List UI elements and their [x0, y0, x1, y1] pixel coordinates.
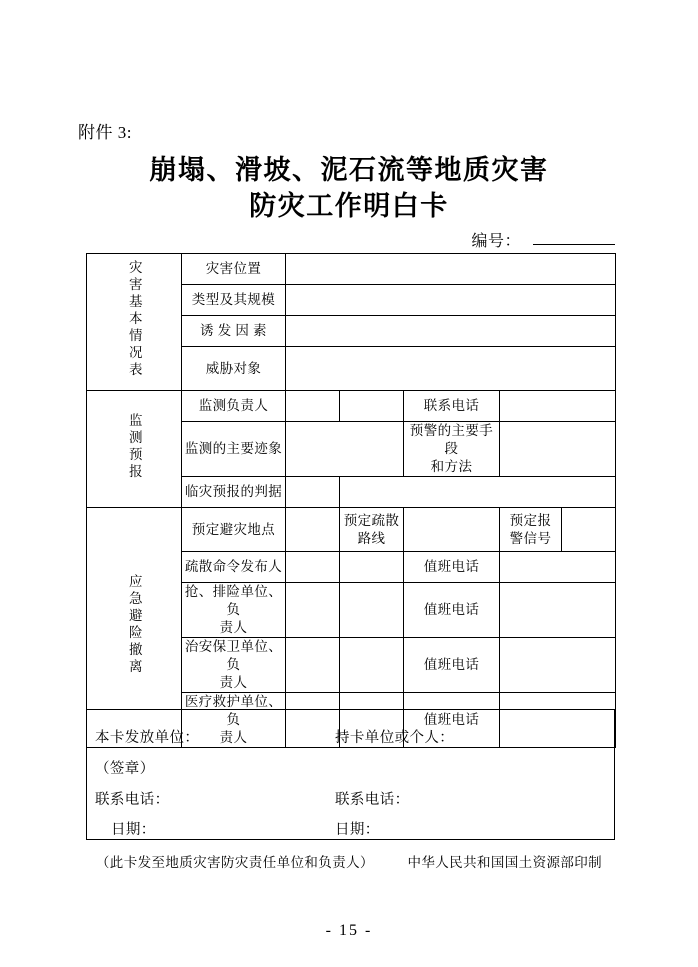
field-label-medical-unit: 医疗救护单位、负 责人 [182, 693, 286, 748]
title-line-1: 崩塌、滑坡、泥石流等地质灾害 [149, 155, 549, 185]
holder-contact-phone-label: 联系电话： [335, 792, 410, 808]
field-value-type-scale[interactable] [286, 285, 616, 316]
field-label-security-unit: 治安保卫单位、负 责人 [182, 638, 286, 693]
seal-label: （签章） [95, 761, 155, 777]
field-label-type-scale: 类型及其规模 [182, 285, 286, 316]
footer-note-publisher: 中华人民共和国国土资源部印制 [407, 855, 603, 870]
field-value-security-unit[interactable] [286, 638, 340, 693]
field-value-alarm-signal[interactable] [562, 508, 616, 552]
field-value-evacuation-route[interactable] [404, 508, 500, 552]
field-value-rescue-unit[interactable] [286, 583, 340, 638]
field-label-evacuation-order-issuer: 疏散命令发布人 [182, 552, 286, 583]
serial-number-row [0, 228, 615, 251]
field-label-duty-phone-2: 值班电话 [404, 583, 500, 638]
group-label-monitoring-forecast: 监测预报 [87, 391, 182, 508]
field-value-evacuation-order-issuer-extra[interactable] [340, 552, 404, 583]
field-value-main-signs[interactable] [286, 422, 404, 477]
field-value-disaster-location[interactable] [286, 254, 616, 285]
field-label-rescue-unit: 抢、排险单位、负 责人 [182, 583, 286, 638]
field-value-warning-methods[interactable] [500, 422, 616, 477]
footer-note [0, 851, 698, 871]
table-row [87, 254, 616, 285]
field-value-monitoring-officer-extra[interactable] [340, 391, 404, 422]
table-row [87, 508, 616, 552]
field-value-trigger-factor[interactable] [286, 316, 616, 347]
issuer-unit-label: 本卡发放单位： [95, 730, 200, 746]
field-value-shelter-location[interactable] [286, 508, 340, 552]
field-value-security-unit-extra[interactable] [340, 638, 404, 693]
field-value-contact-phone[interactable] [500, 391, 616, 422]
issuer-contact-phone-label: 联系电话： [95, 792, 170, 808]
issuer-date-label: 日期： [111, 822, 156, 838]
field-label-duty-phone-3: 值班电话 [404, 638, 500, 693]
table-row [87, 391, 616, 422]
field-label-forecast-criteria: 临灾预报的判据 [182, 477, 286, 508]
attachment-label: 附件 3: [78, 123, 132, 142]
field-label-duty-phone-4: 值班电话 [404, 693, 500, 748]
field-value-forecast-criteria-a[interactable] [286, 477, 340, 508]
field-label-alarm-signal: 预定报 警信号 [500, 508, 562, 552]
group-label-emergency-evacuation: 应急避险撤离 [87, 508, 182, 748]
holder-unit-label: 持卡单位或个人： [335, 730, 455, 746]
title-line-2: 防灾工作明白卡 [249, 191, 449, 221]
signature-block [86, 709, 615, 840]
field-value-duty-phone-1[interactable] [500, 552, 616, 583]
field-value-evacuation-order-issuer[interactable] [286, 552, 340, 583]
field-label-contact-phone: 联系电话 [404, 391, 500, 422]
field-label-shelter-location: 预定避灾地点 [182, 508, 286, 552]
field-value-duty-phone-3[interactable] [500, 638, 616, 693]
field-value-rescue-unit-extra[interactable] [340, 583, 404, 638]
page-title [0, 152, 698, 224]
field-label-monitoring-officer: 监测负责人 [182, 391, 286, 422]
field-label-threatened-objects: 威胁对象 [182, 347, 286, 391]
field-label-disaster-location: 灾害位置 [182, 254, 286, 285]
serial-number-blank[interactable] [533, 230, 615, 245]
disaster-prevention-form-table [86, 253, 616, 748]
field-label-evacuation-route: 预定疏散 路线 [340, 508, 404, 552]
field-value-forecast-criteria-b[interactable] [340, 477, 616, 508]
field-label-duty-phone-1: 值班电话 [404, 552, 500, 583]
holder-date-label: 日期： [335, 822, 380, 838]
field-value-threatened-objects[interactable] [286, 347, 616, 391]
page-number: - 15 - [325, 922, 373, 939]
field-label-warning-methods: 预警的主要手段 和方法 [404, 422, 500, 477]
field-label-main-signs: 监测的主要迹象 [182, 422, 286, 477]
field-value-duty-phone-2[interactable] [500, 583, 616, 638]
footer-note-distribution: （此卡发至地质灾害防灾责任单位和负责人） [95, 855, 374, 870]
field-value-monitoring-officer[interactable] [286, 391, 340, 422]
field-label-trigger-factor: 诱 发 因 素 [182, 316, 286, 347]
group-label-basic-info: 灾害基本情况表 [87, 254, 182, 391]
serial-number-label: 编号： [471, 233, 521, 250]
